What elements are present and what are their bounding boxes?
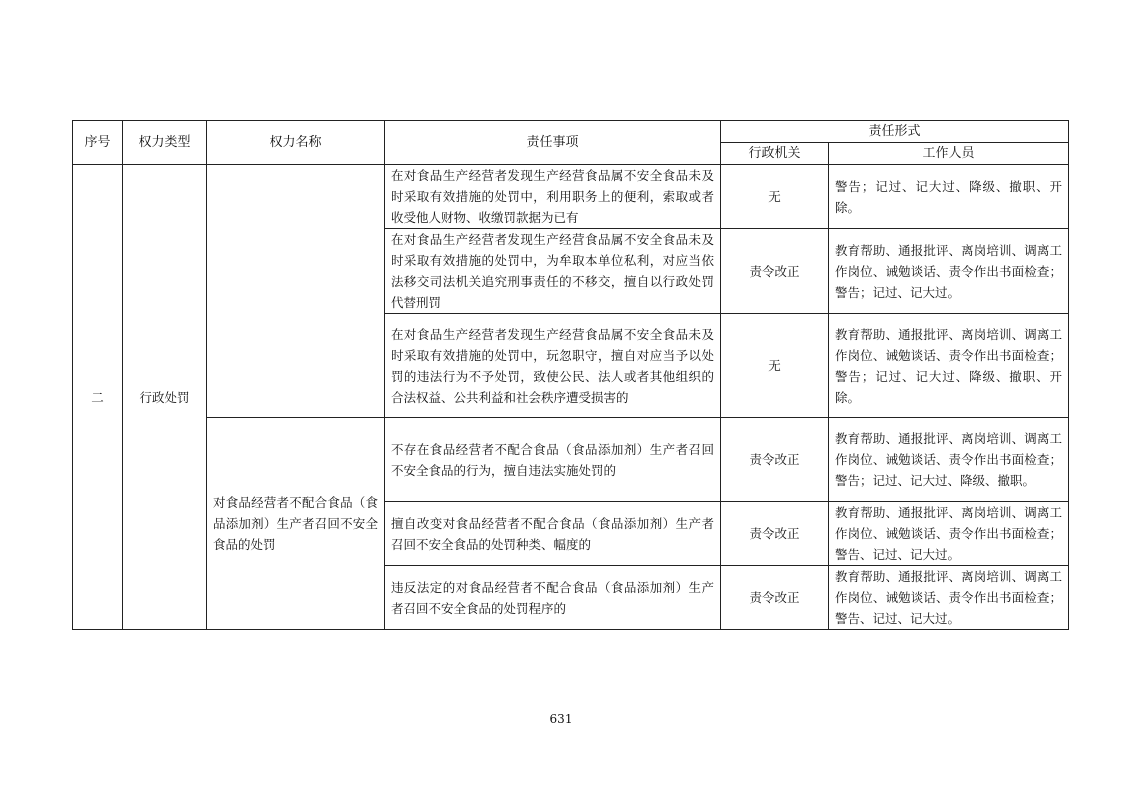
power-name-cell-1 <box>207 165 385 418</box>
header-row-1 <box>73 121 1069 143</box>
staff-cell: 教育帮助、通报批评、离岗培训、调离工作岗位、诫勉谈话、责令作出书面检查；警告、记过、记大过。 <box>829 566 1069 630</box>
header-duty-item: 责任事项 <box>385 121 721 165</box>
power-name-cell-2: 对食品经营者不配合食品（食品添加剂）生产者召回不安全食品的处罚 <box>207 418 385 630</box>
staff-cell: 教育帮助、通报批评、离岗培训、调离工作岗位、诫勉谈话、责令作出书面检查；警告；记过、记大过、降级、撤职、开除。 <box>829 314 1069 418</box>
header-admin-org: 行政机关 <box>721 143 829 165</box>
header-duty-form: 责任形式 <box>721 121 1069 143</box>
staff-cell: 教育帮助、通报批评、离岗培训、调离工作岗位、诫勉谈话、责令作出书面检查；警告；记过、记大过、降级、撤职。 <box>829 418 1069 502</box>
admin-org-cell: 责令改正 <box>721 566 829 630</box>
header-seq: 序号 <box>73 121 123 165</box>
staff-cell: 教育帮助、通报批评、离岗培训、调离工作岗位、诫勉谈话、责令作出书面检查；警告、记过、记大过。 <box>829 502 1069 566</box>
admin-org-cell: 责令改正 <box>721 502 829 566</box>
duty-item-cell: 在对食品生产经营者发现生产经营食品属不安全食品未及时采取有效措施的处罚中，玩忽职守，擅自对应当予以处罚的违法行为不予处罚，致使公民、法人或者其他组织的合法权益、公共利益和社会秩序遭受损害的 <box>385 314 721 418</box>
admin-org-cell: 责令改正 <box>721 229 829 314</box>
duty-item-cell: 违反法定的对食品经营者不配合食品（食品添加剂）生产者召回不安全食品的处罚程序的 <box>385 566 721 630</box>
duty-item-cell: 擅自改变对食品经营者不配合食品（食品添加剂）生产者召回不安全食品的处罚种类、幅度的 <box>385 502 721 566</box>
header-power-name: 权力名称 <box>207 121 385 165</box>
header-staff: 工作人员 <box>829 143 1069 165</box>
table-row <box>73 165 1069 229</box>
duty-table <box>72 120 1069 630</box>
table-row <box>73 418 1069 502</box>
admin-org-cell: 无 <box>721 165 829 229</box>
admin-org-cell: 责令改正 <box>721 418 829 502</box>
staff-cell: 教育帮助、通报批评、离岗培训、调离工作岗位、诫勉谈话、责令作出书面检查；警告；记过、记大过。 <box>829 229 1069 314</box>
page-number: 631 <box>549 712 573 726</box>
duty-item-cell: 在对食品生产经营者发现生产经营食品属不安全食品未及时采取有效措施的处罚中，为牟取本单位私利，对应当依法移交司法机关追究刑事责任的不移交，擅自以行政处罚代替刑罚 <box>385 229 721 314</box>
duty-item-cell: 不存在食品经营者不配合食品（食品添加剂）生产者召回不安全食品的行为，擅自违法实施处罚的 <box>385 418 721 502</box>
power-type-cell: 行政处罚 <box>123 165 207 630</box>
seq-cell: 二 <box>73 165 123 630</box>
header-power-type: 权力类型 <box>123 121 207 165</box>
admin-org-cell: 无 <box>721 314 829 418</box>
staff-cell: 警告；记过、记大过、降级、撤职、开除。 <box>829 165 1069 229</box>
duty-item-cell: 在对食品生产经营者发现生产经营食品属不安全食品未及时采取有效措施的处罚中，利用职务上的便利，索取或者收受他人财物、收缴罚款据为已有 <box>385 165 721 229</box>
